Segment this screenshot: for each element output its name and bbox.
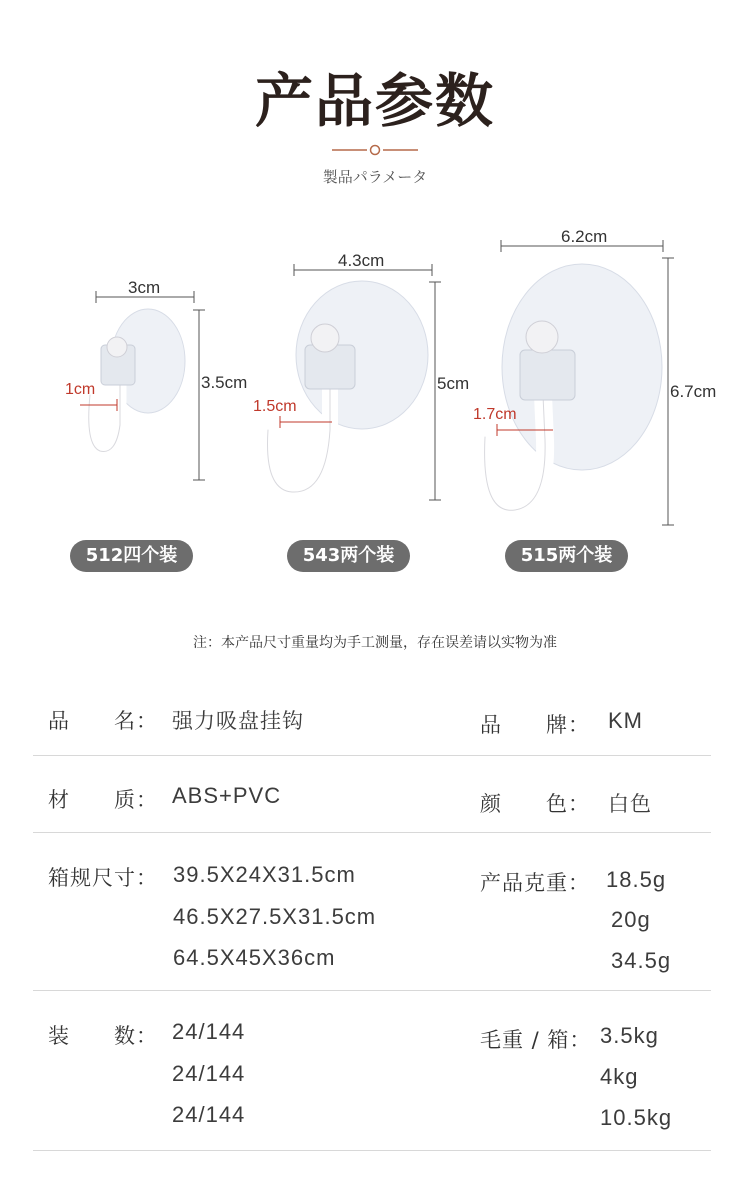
product-1-hook-label: 1cm: [65, 381, 96, 398]
color-value: 白色: [608, 792, 652, 816]
brand-label: 品 牌：: [480, 713, 590, 737]
row-divider: [33, 832, 711, 833]
product-2-badge: 543两个装: [287, 540, 410, 572]
quantity-value-3: 24/144: [172, 1102, 246, 1127]
gross-weight-value-1: 3.5kg: [600, 1023, 659, 1048]
material-value: ABS+PVC: [172, 783, 282, 808]
product-weight-value-3: 34.5g: [611, 948, 672, 973]
quantity-value-1: 24/144: [172, 1019, 246, 1044]
name-label: 品 名：: [48, 709, 158, 733]
product-2-height-label: 5cm: [437, 374, 470, 393]
title-divider: [332, 143, 418, 157]
product-3-badge: 515两个装: [505, 540, 628, 572]
gross-weight-label: 毛重 / 箱：: [480, 1028, 592, 1052]
measurement-note: 注：本产品尺寸重量均为手工测量，存在误差请以实物为准: [193, 635, 557, 651]
row-divider: [33, 990, 711, 991]
row-divider: [33, 1150, 711, 1151]
name-value: 强力吸盘挂钩: [172, 709, 304, 733]
product-1-badge: 512四个装: [70, 540, 193, 572]
row-divider: [33, 755, 711, 756]
product-3-width-label: 6.2cm: [561, 227, 608, 246]
product-1-width-label: 3cm: [128, 278, 161, 297]
quantity-label: 装 数：: [48, 1024, 158, 1048]
suction-hook-large-image: [465, 225, 745, 535]
quantity-value-2: 24/144: [172, 1061, 246, 1086]
product-figure-3: [465, 225, 745, 535]
box-size-value-2: 46.5X27.5X31.5cm: [173, 904, 377, 929]
product-2-hook-label: 1.5cm: [253, 398, 297, 415]
box-size-value-3: 64.5X45X36cm: [173, 945, 336, 970]
page-title: 产品参数: [254, 67, 495, 135]
product-1-height-label: 3.5cm: [201, 373, 248, 392]
product-2-width-label: 4.3cm: [338, 251, 385, 270]
product-weight-label: 产品克重：: [480, 871, 590, 895]
page-subtitle: 製品パラメータ: [322, 168, 428, 186]
box-size-value-1: 39.5X24X31.5cm: [173, 862, 356, 887]
box-size-label: 箱规尺寸：: [48, 866, 158, 890]
product-figure-2: [250, 250, 490, 510]
product-weight-value-2: 20g: [611, 907, 651, 932]
product-3-height-label: 6.7cm: [670, 382, 717, 401]
brand-value: KM: [608, 708, 643, 733]
product-figure-1: [60, 275, 248, 495]
gross-weight-value-2: 4kg: [600, 1064, 639, 1089]
gross-weight-value-3: 10.5kg: [600, 1105, 673, 1130]
material-label: 材 质：: [48, 788, 158, 812]
color-label: 颜 色：: [480, 792, 590, 816]
product-3-hook-label: 1.7cm: [473, 406, 517, 423]
product-weight-value-1: 18.5g: [606, 867, 667, 892]
